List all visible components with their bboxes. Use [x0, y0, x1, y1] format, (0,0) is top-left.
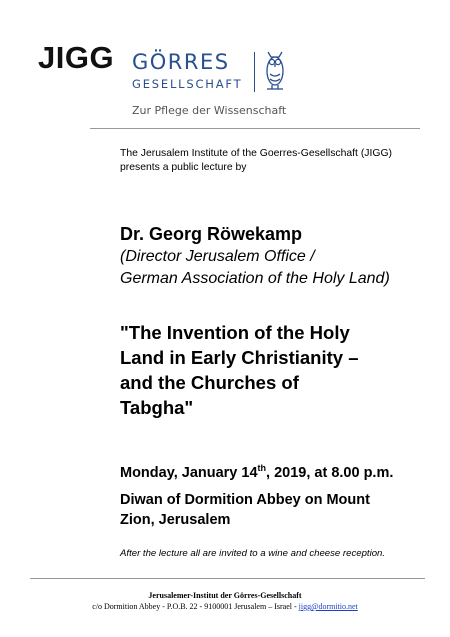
lecture-title-line: Tabgha" — [120, 397, 194, 418]
header-divider — [90, 128, 420, 129]
date-suffix: , 2019, at 8.00 p.m. — [266, 465, 394, 481]
event-date — [120, 463, 440, 483]
speaker-role — [120, 246, 440, 290]
footer-address — [0, 602, 450, 612]
intro-line: presents a public lecture by — [120, 162, 247, 173]
footer-divider — [30, 578, 425, 579]
goerres-logo-text: GÖRRES — [132, 50, 230, 74]
venue-line: Diwan of Dormition Abbey on Mount — [120, 492, 370, 508]
tagline: Zur Pflege der Wissenschaft — [132, 104, 287, 117]
reception-note: After the lecture all are invited to a wine and cheese reception. — [120, 548, 386, 559]
logo-divider — [254, 52, 255, 92]
date-prefix: Monday, January 14 — [120, 465, 258, 481]
footer-address-text: c/o Dormition Abbey - P.O.B. 22 - 9100001 Jerusalem – Israel - — [92, 602, 299, 611]
owl-logo-icon — [262, 48, 288, 94]
lecture-title-line: and the Churches of — [120, 372, 299, 393]
lecture-title-line: Land in Early Christianity – — [120, 347, 359, 368]
intro-line: The Jerusalem Institute of the Goerres-Gesellschaft (JIGG) — [120, 148, 392, 159]
lecture-title-line: "The Invention of the Holy — [120, 322, 350, 343]
jigg-logo-text: JIGG — [38, 40, 115, 75]
date-ordinal: th — [257, 463, 267, 473]
footer-email-link[interactable]: jigg@dormitio.net — [298, 602, 358, 611]
intro-text — [120, 147, 430, 175]
gesellschaft-logo-text: GESELLSCHAFT — [132, 77, 243, 91]
speaker-role-line: (Director Jerusalem Office / — [120, 248, 315, 265]
venue-line: Zion, Jerusalem — [120, 512, 231, 528]
lecture-title — [120, 320, 430, 420]
speaker-role-line: German Association of the Holy Land) — [120, 270, 390, 287]
speaker-name: Dr. Georg Röwekamp — [120, 224, 303, 244]
footer-org: Jerusalemer-Institut der Görres-Gesellschaft — [148, 591, 302, 600]
event-venue — [120, 490, 430, 530]
